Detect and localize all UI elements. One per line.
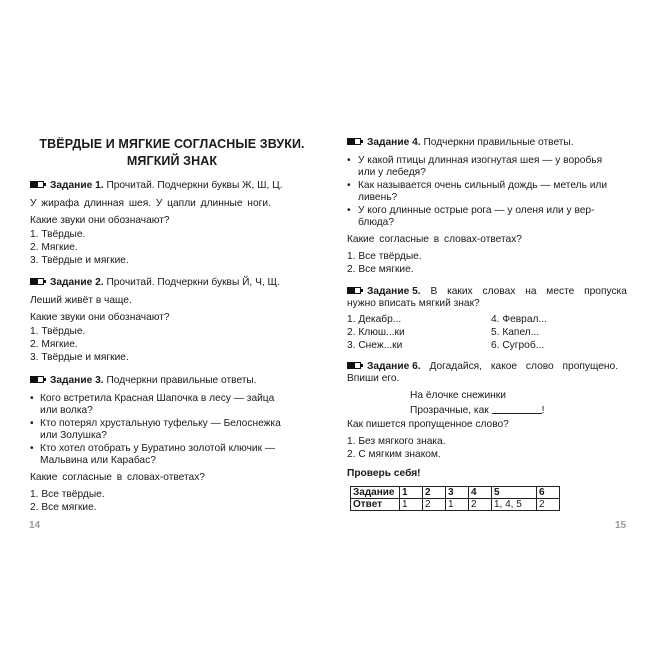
task3-bullet-3-line-2: Мальвина или Карабас? — [40, 455, 156, 466]
battery-marker-icon — [347, 287, 363, 294]
table-row — [351, 499, 560, 511]
task5-option-6: 6. Сугроб... — [491, 340, 545, 351]
task4-bullet-1-line-2: или у лебедя? — [358, 167, 426, 178]
task2-option-2: 2. Мягкие. — [30, 339, 78, 350]
task6-question: Как пишется пропущенное слово? — [347, 419, 509, 430]
task6-poem-line-1: На ёлочке снежинки — [410, 390, 506, 401]
task3-bullet-1-line-1: Кого встретила Красная Шапочка в лесу — зайца — [40, 393, 275, 404]
task6-option-1: 1. Без мягкого знака. — [347, 436, 446, 447]
task1-text: Прочитай. Подчеркни буквы Ж, Ш, Ц. — [106, 180, 283, 191]
task4-bullet-2-line-2: ливень? — [358, 192, 398, 203]
task1-option-1: 1. Твёрдые. — [30, 229, 86, 240]
bullet-icon: • — [347, 180, 351, 191]
task5-option-1: 1. Декабр... — [347, 314, 402, 325]
battery-marker-icon — [30, 181, 46, 188]
task5-option-3: 3. Снеж...ки — [347, 340, 403, 351]
task2-label: Задание 2. — [50, 277, 104, 288]
page-title — [26, 136, 318, 170]
task2-sentence: Леший живёт в чаще. — [30, 295, 132, 306]
bullet-icon: • — [30, 418, 34, 429]
table-cell: 1 — [446, 499, 469, 511]
task4-bullet-1-line-1: У какой птицы длинная изогнутая шея — у воробья — [358, 155, 603, 166]
task4-label: Задание 4. — [367, 137, 421, 148]
task4-heading — [347, 137, 574, 149]
task2-question: Какие звуки они обозначают? — [30, 312, 170, 323]
page-number-left: 14 — [29, 520, 41, 531]
task6-label: Задание 6. — [367, 361, 421, 372]
task6-poem-suffix: ! — [541, 405, 545, 416]
task1-label: Задание 1. — [50, 180, 104, 191]
table-header-cell: 5 — [492, 487, 537, 499]
table-cell: 1 — [400, 499, 423, 511]
task6-poem-prefix: Прозрачные, как — [410, 405, 489, 416]
task4-question: Какие согласные в словах-ответах? — [347, 234, 522, 245]
task5-option-5: 5. Капел... — [491, 327, 540, 338]
task3-bullet-2-line-1: Кто потерял хрустальную туфельку — Белоснежка — [40, 418, 281, 429]
task4-option-2: 2. Все мягкие. — [347, 264, 414, 275]
task3-bullet-3-line-1: Кто хотел отобрать у Буратино золотой ключик — — [40, 443, 276, 454]
task6-heading — [347, 361, 618, 373]
check-title: Проверь себя! — [347, 468, 421, 479]
bullet-icon: • — [30, 393, 34, 404]
task1-option-3: 3. Твёрдые и мягкие. — [30, 255, 129, 266]
task6-option-2: 2. С мягким знаком. — [347, 449, 441, 460]
task3-bullet-1-line-2: или волка? — [40, 405, 93, 416]
task1-heading — [30, 180, 283, 192]
battery-marker-icon — [30, 278, 46, 285]
task2-text: Прочитай. Подчеркни буквы Й, Ч, Щ. — [106, 277, 280, 288]
task6-poem-line-2 — [410, 404, 544, 417]
task1-option-2: 2. Мягкие. — [30, 242, 78, 253]
task6-blank-field[interactable] — [492, 404, 542, 414]
page-number-right: 15 — [615, 520, 627, 531]
title-line-2: МЯГКИЙ ЗНАК — [126, 154, 218, 168]
task5-heading — [347, 286, 627, 298]
answer-table — [350, 486, 560, 511]
task3-option-2: 2. Все мягкие. — [30, 502, 97, 513]
table-header-cell: 2 — [423, 487, 446, 499]
table-cell: 2 — [537, 499, 560, 511]
battery-marker-icon — [347, 362, 363, 369]
task5-label: Задание 5. — [367, 286, 421, 297]
task1-sentence: У жирафа длинная шея. У цапли длинные ноги. — [30, 198, 271, 209]
task4-text: Подчеркни правильные ответы. — [423, 137, 574, 148]
table-header-cell: 4 — [469, 487, 492, 499]
bullet-icon: • — [347, 155, 351, 166]
task6-text-line-2: Впиши его. — [347, 373, 400, 384]
task3-heading — [30, 375, 257, 387]
table-header-cell: 1 — [400, 487, 423, 499]
task2-heading — [30, 277, 280, 289]
title-line-1: ТВЁРДЫЕ И МЯГКИЕ СОГЛАСНЫЕ ЗВУКИ. — [39, 137, 305, 151]
task3-question: Какие согласные в словах-ответах? — [30, 472, 205, 483]
table-answer-label: Ответ — [351, 499, 400, 511]
battery-marker-icon — [347, 138, 363, 145]
task5-option-4: 4. Феврал... — [491, 314, 547, 325]
task2-option-1: 1. Твёрдые. — [30, 326, 86, 337]
task2-option-3: 3. Твёрдые и мягкие. — [30, 352, 129, 363]
table-row — [351, 487, 560, 499]
task6-text-line-1: Догадайся, какое слово пропущено. — [429, 361, 619, 372]
task4-option-1: 1. Все твёрдые. — [347, 251, 422, 262]
bullet-icon: • — [347, 205, 351, 216]
table-cell: 1, 4, 5 — [492, 499, 537, 511]
task4-bullet-3-line-2: блюда? — [358, 217, 395, 228]
task3-option-1: 1. Все твёрдые. — [30, 489, 105, 500]
task4-bullet-3-line-1: У кого длинные острые рога — у оленя или у вер- — [358, 205, 595, 216]
task5-text-line-2: нужно вписать мягкий знак? — [347, 298, 480, 309]
battery-marker-icon — [30, 376, 46, 383]
task1-question: Какие звуки они обозначают? — [30, 215, 170, 226]
task4-bullet-2-line-1: Как называется очень сильный дождь — метель или — [358, 180, 608, 191]
task3-bullet-2-line-2: или Золушка? — [40, 430, 107, 441]
task5-option-2: 2. Клюш...ки — [347, 327, 405, 338]
task3-text: Подчеркни правильные ответы. — [106, 375, 257, 386]
task3-label: Задание 3. — [50, 375, 104, 386]
table-header-cell: 6 — [537, 487, 560, 499]
table-cell: 2 — [469, 499, 492, 511]
table-cell: 2 — [423, 499, 446, 511]
table-header-cell: Задание — [351, 487, 400, 499]
bullet-icon: • — [30, 443, 34, 454]
table-header-cell: 3 — [446, 487, 469, 499]
task5-text-line-1: В каких словах на месте пропуска — [430, 286, 627, 297]
